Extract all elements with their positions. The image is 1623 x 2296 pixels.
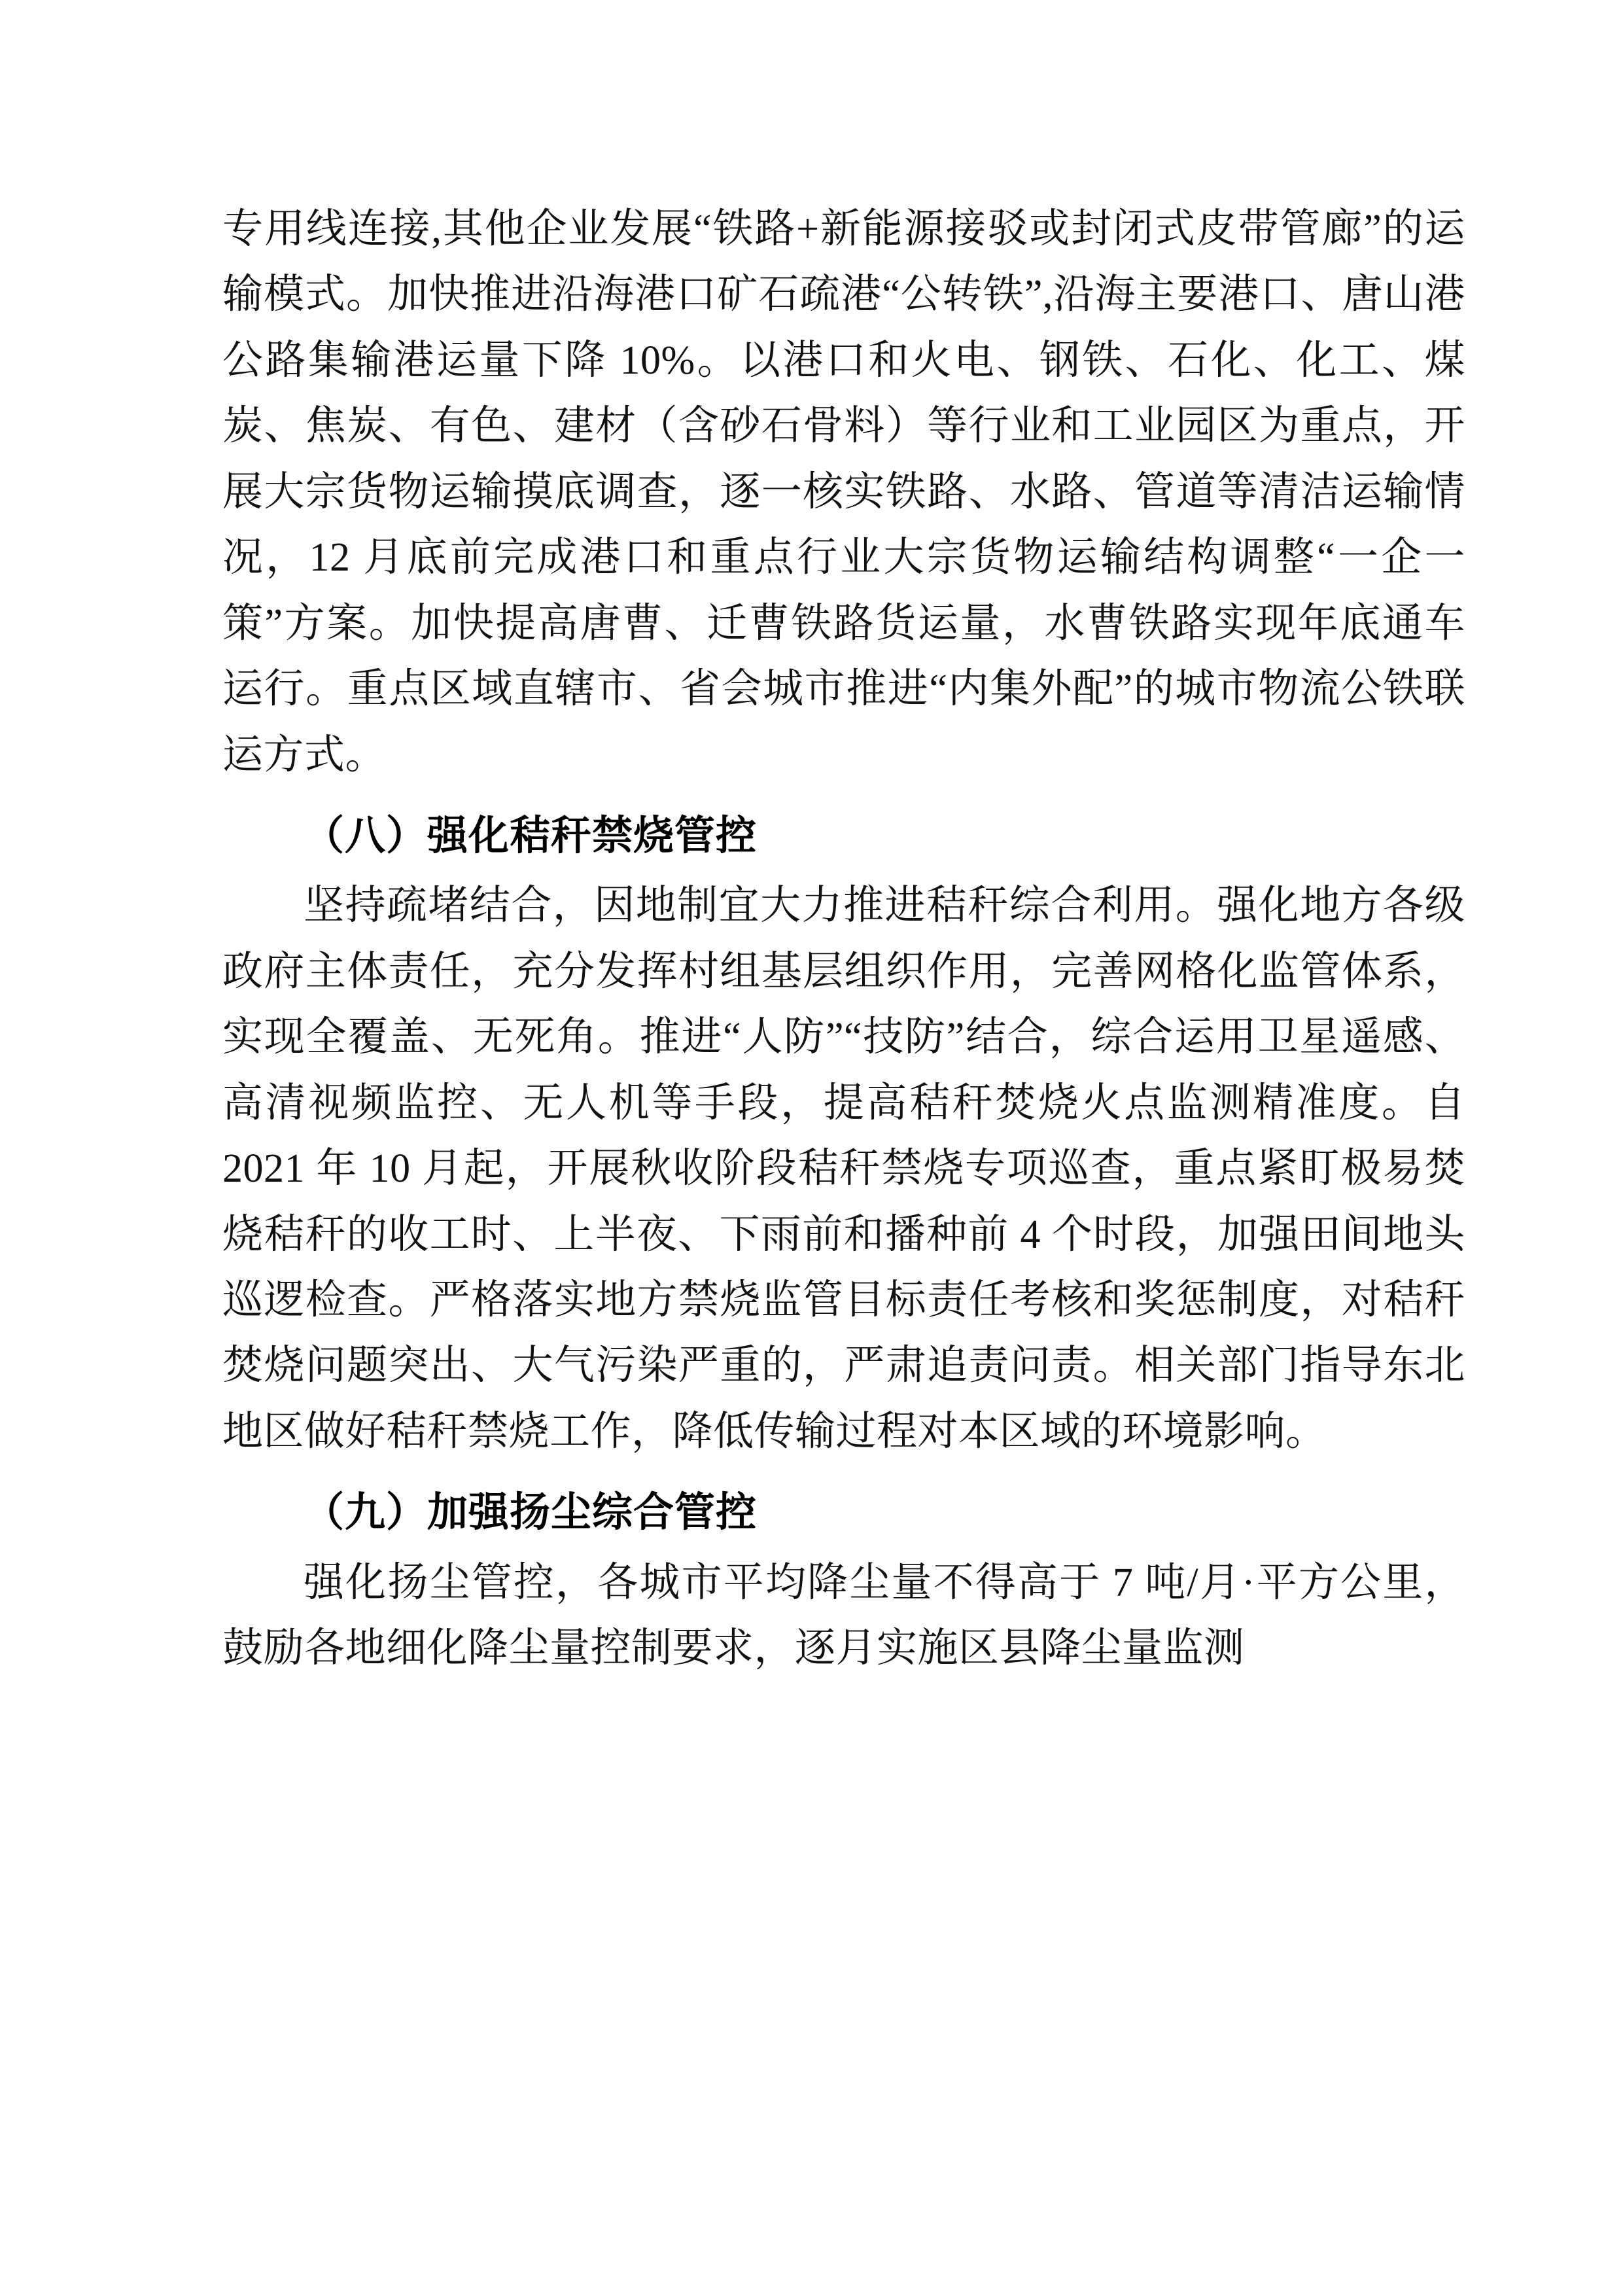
- paragraph-transport-modes: 专用线连接,其他企业发展“铁路+新能源接驳或封闭式皮带管廊”的运输模式。加快推进沿海港口矿石疏港“公转铁”,沿海主要港口、唐山港公路集输港运量下降 10%。以港口和火电、钢铁、石化、化工、煤炭、焦炭、有色、建材（含砂石骨料）等行业和工业园区为重点，开展大宗货物运输摸底调查，逐一核实铁路、水路、管道等清洁运输情况，12 月底前完成港口和重点行业大宗货物运输结构调整“一企一策”方案。加快提高唐曹、迁曹铁路货运量，水曹铁路实现年底通车运行。重点区域直辖市、省会城市推进“内集外配”的城市物流公铁联运方式。: [222, 207, 1465, 777]
- section-heading-nine: （九）加强扬尘综合管控: [304, 1491, 758, 1536]
- section-heading-eight: （八）强化秸秆禁烧管控: [304, 813, 758, 858]
- paragraph-dust-control: 强化扬尘管控，各城市平均降尘量不得高于 7 吨/月·平方公里，鼓励各地细化降尘量控制要求，逐月实施区县降尘量监测: [222, 1560, 1465, 1671]
- document-body: [222, 196, 1465, 1682]
- paragraph-straw-burning-control: 坚持疏堵结合，因地制宜大力推进秸秆综合利用。强化地方各级政府主体责任，充分发挥村组基层组织作用，完善网格化监管体系，实现全覆盖、无死角。推进“人防”“技防”结合，综合运用卫星遥感、高清视频监控、无人机等手段，提高秸秆焚烧火点监测精准度。自 2021 年 10 月起，开展秋收阶段秸秆禁烧专项巡查，重点紧盯极易焚烧秸秆的收工时、上半夜、下雨前和播种前 4 个时段，加强田间地头巡逻检查。严格落实地方禁烧监管目标责任考核和奖惩制度，对秸秆焚烧问题突出、大气污染严重的，严肃追责问责。相关部门指导东北地区做好秸秆禁烧工作，降低传输过程对本区域的环境影响。: [222, 883, 1465, 1454]
